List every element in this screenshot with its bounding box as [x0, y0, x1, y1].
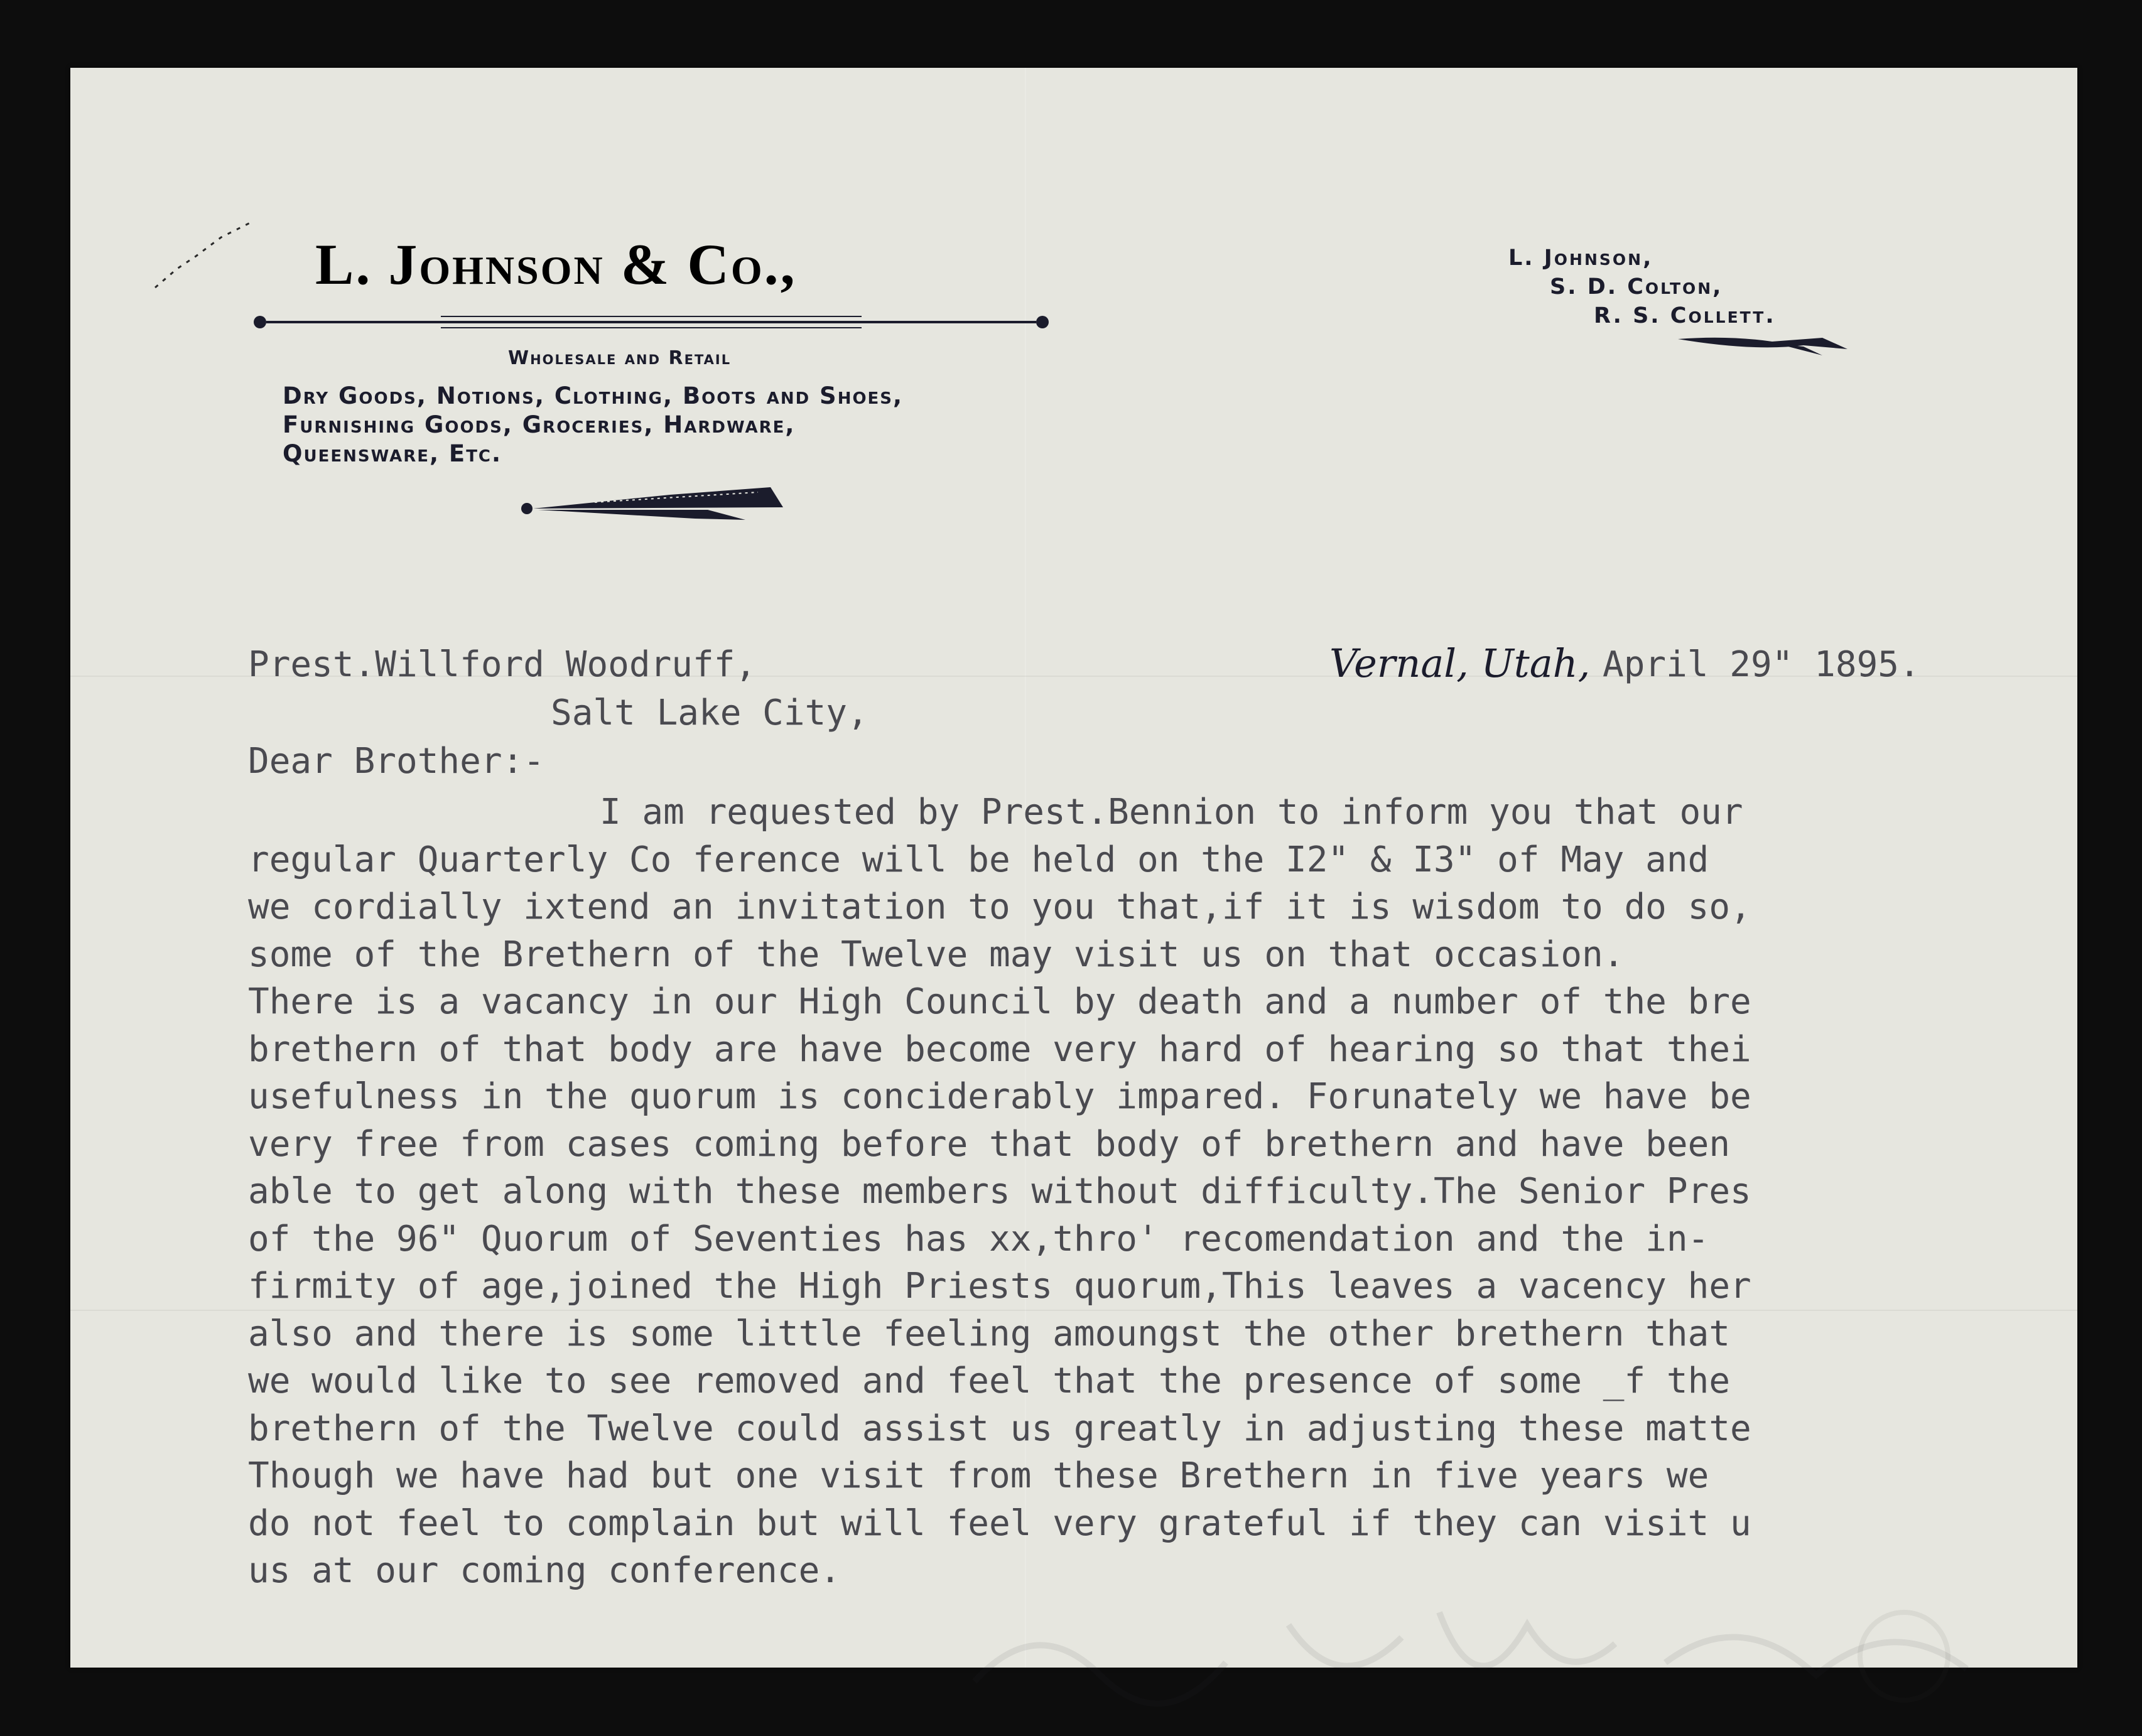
product-lines	[283, 382, 903, 468]
body-line: Though we have had but one visit from these Brethern in five years we	[248, 1455, 1709, 1496]
body-line: There is a vacancy in our High Council by death and a number of the bre	[248, 981, 1751, 1022]
letter-body	[248, 789, 1751, 1595]
body-line: us at our coming conference.	[248, 1550, 841, 1591]
company-name: L. Johnson & Co.,	[315, 232, 797, 296]
body-line: regular Quarterly Co ference will be held on the I2" & I3" of May and	[248, 839, 1709, 880]
partner-name: L. Johnson,	[1508, 245, 1653, 271]
partners-list	[1508, 244, 1776, 330]
product-line: Queensware, Etc.	[283, 440, 502, 467]
body-line: brethern of that body are have become very hard of hearing so that thei	[248, 1028, 1751, 1070]
body-line: very free from cases coming before that body of brethern and have been	[248, 1123, 1731, 1165]
body-line: we would like to see removed and feel that the presence of some _f the	[248, 1361, 1731, 1401]
body-line: we cordially ixtend an invitation to you that,if it is wisdom to do so,	[248, 887, 1751, 927]
salutation: Dear Brother:-	[248, 741, 545, 782]
letter-place: Vernal, Utah,	[1329, 640, 1591, 686]
partner-name: R. S. Collett.	[1594, 303, 1776, 328]
body-line: some of the Brethern of the Twelve may visit us on that occasion.	[248, 934, 1625, 975]
partners-flourish-icon	[1678, 330, 1847, 362]
body-line: do not feel to complain but will feel very grateful if they can visit u	[248, 1502, 1751, 1544]
body-line: brethern of the Twelve could assist us greatly in adjusting these matte	[248, 1408, 1751, 1449]
body-line: able to get along with these members without difficulty.The Senior Pres	[248, 1171, 1751, 1212]
body-line: of the 96" Quorum of Seventies has xx,thro' recomendation and the in-	[248, 1218, 1709, 1259]
body-line: usefulness in the quorum is conciderably impared. Forunately we have be	[248, 1076, 1751, 1117]
addressee-city: Salt Lake City,	[551, 693, 868, 733]
ornamental-rule	[252, 313, 1050, 332]
letter-date: April 29" 1895.	[1603, 644, 1920, 685]
body-line: firmity of age,joined the High Priests quorum,This leaves a vacency her	[248, 1266, 1751, 1307]
product-line: Furnishing Goods, Groceries, Hardware,	[283, 411, 796, 438]
letterhead-tagline: Wholesale and Retail	[508, 347, 732, 369]
body-line: also and there is some little feeling amoungst the other brethern that	[248, 1313, 1731, 1354]
bleed-through-signature	[962, 1587, 2030, 1713]
paper-tear-mark	[152, 218, 278, 294]
addressee: Prest.Willford Woodruff,	[248, 644, 757, 685]
partner-name: S. D. Colton,	[1550, 274, 1723, 299]
body-line: I am requested by Prest.Bennion to inform you that our	[600, 792, 1743, 833]
letter-page	[70, 68, 2077, 1668]
product-line: Dry Goods, Notions, Clothing, Boots and Shoes,	[283, 382, 904, 409]
quill-flourish-icon	[519, 482, 783, 532]
